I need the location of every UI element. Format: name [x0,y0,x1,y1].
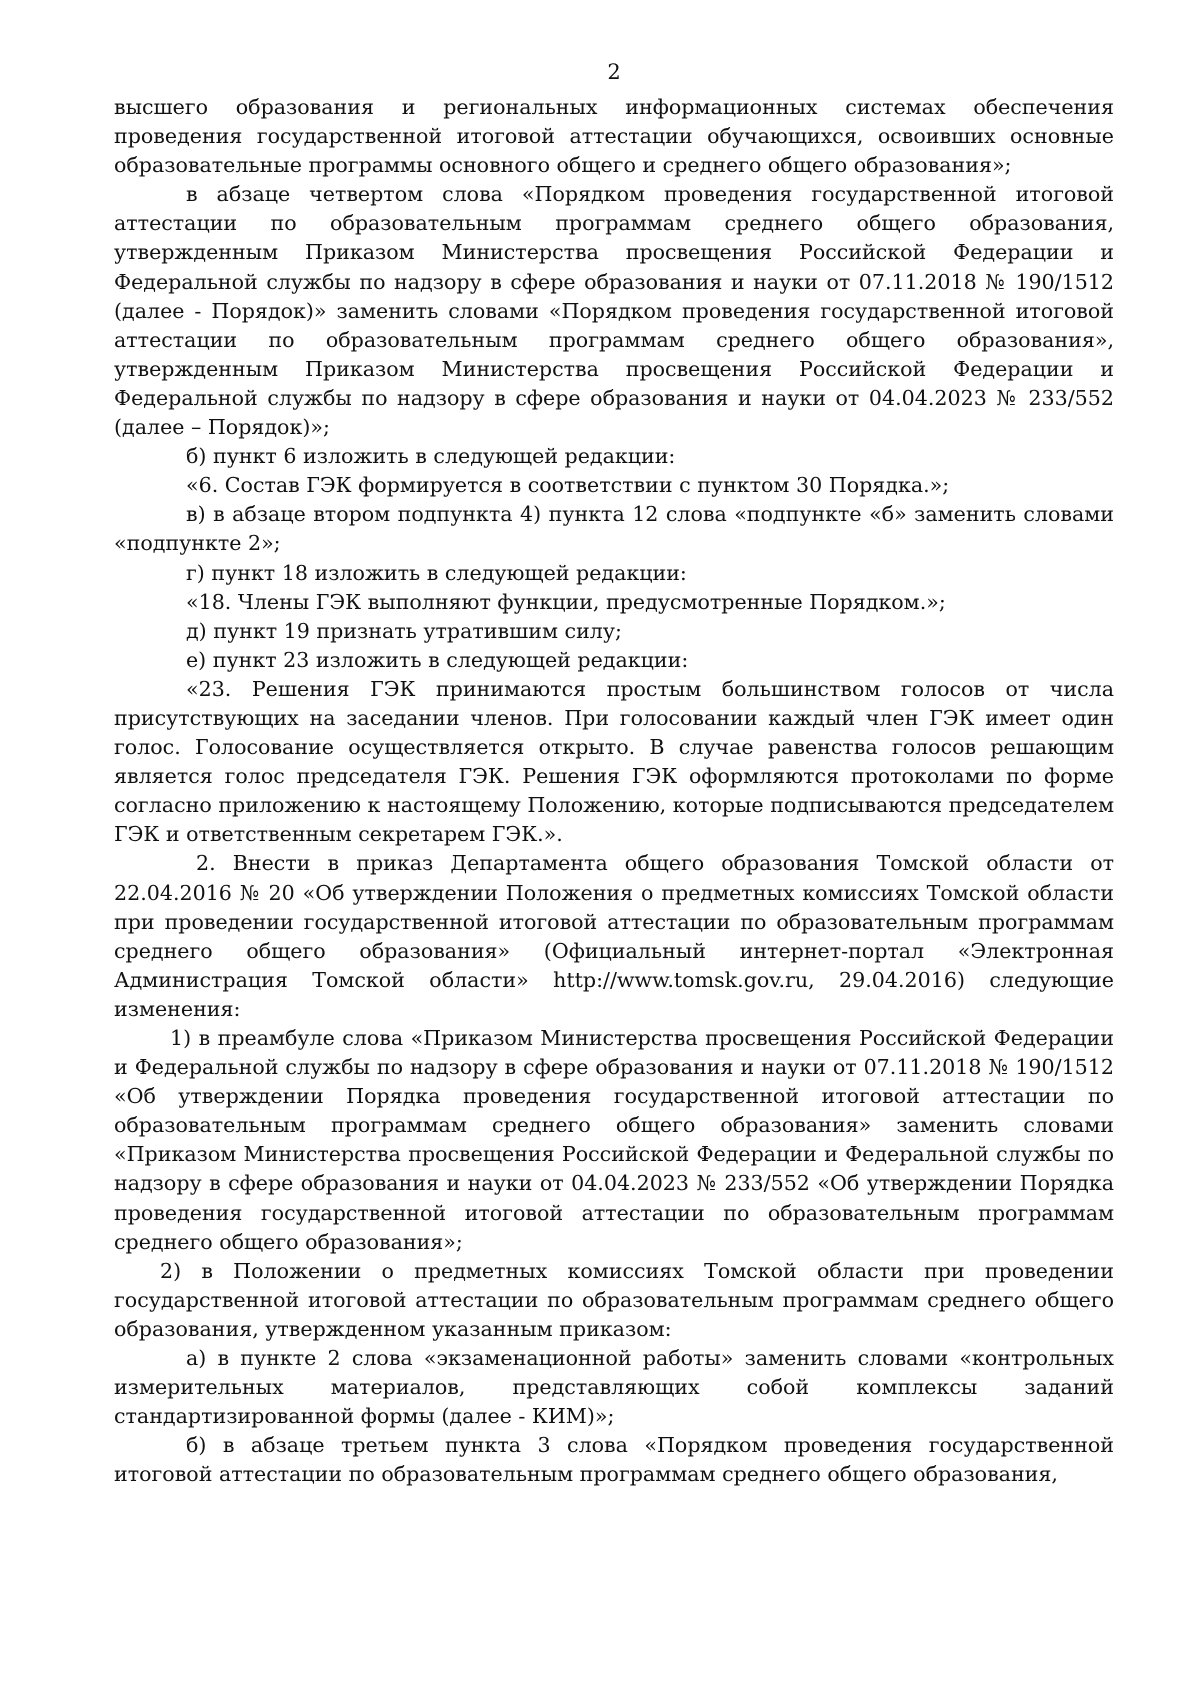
paragraph-abzac-chetvertyj: в абзаце четвертом слова «Порядком проведения государственной итоговой аттестации по образовательным программам среднего общего образования, утвержденным Приказом Министерства просвещения Российской Федерации и Федеральной службы по надзору в сфере образования и науки от 07.11.2018 № 190/1512 (далее - Порядок)» заменить словами «Порядком проведения государственной итоговой аттестации по образовательным программам среднего общего образования», утвержденным Приказом Министерства просвещения Российской Федерации и Федеральной службы по надзору в сфере образования и науки от 04.04.2023 № 233/552 (далее – Порядок)»; [114,182,1114,440]
page-number: 2 [607,60,621,84]
paragraph-item-d: д) пункт 19 признать утратившим силу; [186,618,622,643]
paragraph-item-g: г) пункт 18 изложить в следующей редакции: [186,560,687,585]
paragraph-subitem-1: 1) в преамбуле слова «Приказом Министерства просвещения Российской Федерации и Федеральной службы по надзору в сфере образования и науки от 07.11.2018 № 190/1512 «Об утверждении Порядка проведения государственной итоговой аттестации по образовательным программам среднего общего образования» заменить словами «Приказом Министерства просвещения Российской Федерации и Федеральной службы по надзору в сфере образования и науки от 04.04.2023 № 233/552 «Об утверждении Порядка проведения государственной итоговой аттестации по образовательным программам среднего общего образования»; [114,1026,1114,1254]
paragraph-subitem-2: 2) в Положении о предметных комиссиях Томской области при проведении государственной итоговой аттестации по образовательным программам среднего общего образования, утвержденном указанным приказом: [114,1258,1114,1341]
paragraph-point-6: «6. Состав ГЭК формируется в соответствии с пунктом 30 Порядка.»; [186,473,950,498]
paragraph-item-e: е) пункт 23 изложить в следующей редакции: [186,647,689,672]
paragraph-point-18: «18. Члены ГЭК выполняют функции, предусмотренные Порядком.»; [186,589,946,614]
paragraph-point-23: «23. Решения ГЭК принимаются простым большинством голосов от числа присутствующих на заседании членов. При голосовании каждый член ГЭК имеет один голос. Голосование осуществляется открыто. В случае равенства голосов решающим является голос председателя ГЭК. Решения ГЭК оформляются протоколами по форме согласно приложению к настоящему Положению, которые подписываются председателем ГЭК и ответственным секретарем ГЭК.». [114,676,1114,847]
paragraph-item-v: в) в абзаце втором подпункта 4) пункта 12 слова «подпункте «б» заменить словами «подпункте 2»; [114,502,1114,556]
paragraph-item-b: б) пункт 6 изложить в следующей редакции: [186,444,676,469]
paragraph-section-2: 2. Внести в приказ Департамента общего образования Томской области от 22.04.2016 № 20 «Об утверждении Положения о предметных комиссиях Томской области при проведении государственной итоговой аттестации по образовательным программам среднего общего образования» (Официальный интернет-портал «Электронная Администрация Томской области» http://www.tomsk.gov.ru, 29.04.2016) следующие изменения: [114,851,1114,1021]
paragraph-item-b-point-3: б) в абзаце третьем пункта 3 слова «Порядком проведения государственной итоговой аттестации по образовательным программам среднего общего образования, [114,1433,1114,1487]
paragraph-continuation: высшего образования и региональных информационных системах обеспечения проведения государственной итоговой аттестации обучающихся, освоивших основные образовательные программы основного общего и среднего общего образования»; [114,95,1114,178]
paragraph-item-a: а) в пункте 2 слова «экзаменационной работы» заменить словами «контрольных измерительных материалов, представляющих собой комплексы заданий стандартизированной формы (далее - КИМ)»; [114,1346,1114,1429]
